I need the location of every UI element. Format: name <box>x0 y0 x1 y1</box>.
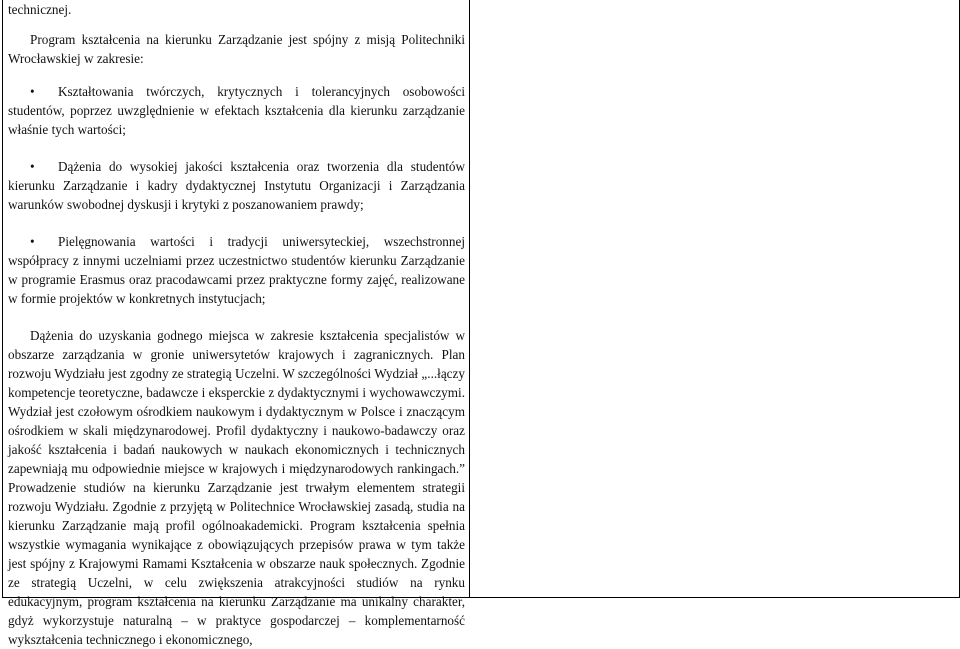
bullet-text: Dążenia do wysokiej jakości kształcenia oraz tworzenia dla studentów kierunku Zarządzanie i kadry dydaktycznej Instytutu Organizacji i Zarządzania warunków swobodnej dyskusji i krytyki z poszanowaniem prawdy; <box>8 159 465 212</box>
fragment-line: technicznej. <box>8 2 72 17</box>
bullet-item <box>8 157 465 214</box>
bullet-text: Kształtowania twórczych, krytycznych i tolerancyjnych osobowości studentów, poprzez uwzględnienie w efektach kształcenia dla kierunku zarządzanie właśnie tych wartości; <box>8 84 465 137</box>
body-paragraph: Dążenia do uzyskania godnego miejsca w zakresie kształcenia specjalistów w obszarze zarządzania w gronie uniwersytetów krajowych i zagranicznych. Plan rozwoju Wydziału jest zgodny ze strategią Uczelni. W szczególności Wydział „...łączy kompetencje teoretyczne, badawcze i eksperckie z dydaktycznymi i wychowawczymi. Wydział jest czołowym ośrodkiem naukowym i dydaktycznym w Polsce i znaczącym ośrodkiem w skali międzynarodowej. Profil dydaktyczny i naukowo-badawczy oraz jakość kształcenia i badań naukowych w naukach ekonomicznych i technicznych zapewniają mu odpowiednie miejsce w krajowych i międzynarodowych rankingach.” Prowadzenie studiów na kierunku Zarządzanie jest trwałym elementem strategii rozwoju Wydziału. Zgodnie z przyjętą w Politechnice Wrocławskiej zasadą, studia na kierunku Zarządzanie mają profil ogólnoakademicki. Program kształcenia spełnia wszystkie wymagania wynikające z obowiązujących przepisów prawa w tym także jest spójny z Krajowymi Ramami Kształcenia w obszarze nauk społecznych. Zgodnie ze strategią Uczelni, w celu zwiększenia atrakcyjności studiów na rynku edukacyjnym, program kształcenia na kierunku Zarządzanie ma unikalny charakter, gdyż wykorzystuje naturalną – w praktyce gospodarczej – komplementarność wykształcenia technicznego i ekonomicznego, <box>8 328 465 647</box>
bullet-mark: • <box>30 84 35 99</box>
bullet-text: Pielęgnowania wartości i tradycji uniwersyteckiej, wszechstronnej współpracy z innymi uczelniami przez uczestnictwo studentów kierunku Zarządzanie w programie Erasmus oraz pracodawcami przez praktyczne formy zajęć, realizowane w formie projektów w konkretnych instytucjach; <box>8 234 465 306</box>
bullet-item <box>8 82 465 139</box>
text-column <box>8 0 465 649</box>
bullet-mark: • <box>30 159 35 174</box>
intro-paragraph: Program kształcenia na kierunku Zarządzanie jest spójny z misją Politechniki Wrocławskiej w zakresie: <box>8 32 465 66</box>
table-cell-right <box>470 0 960 598</box>
bullet-mark: • <box>30 234 35 249</box>
bullet-item <box>8 232 465 308</box>
